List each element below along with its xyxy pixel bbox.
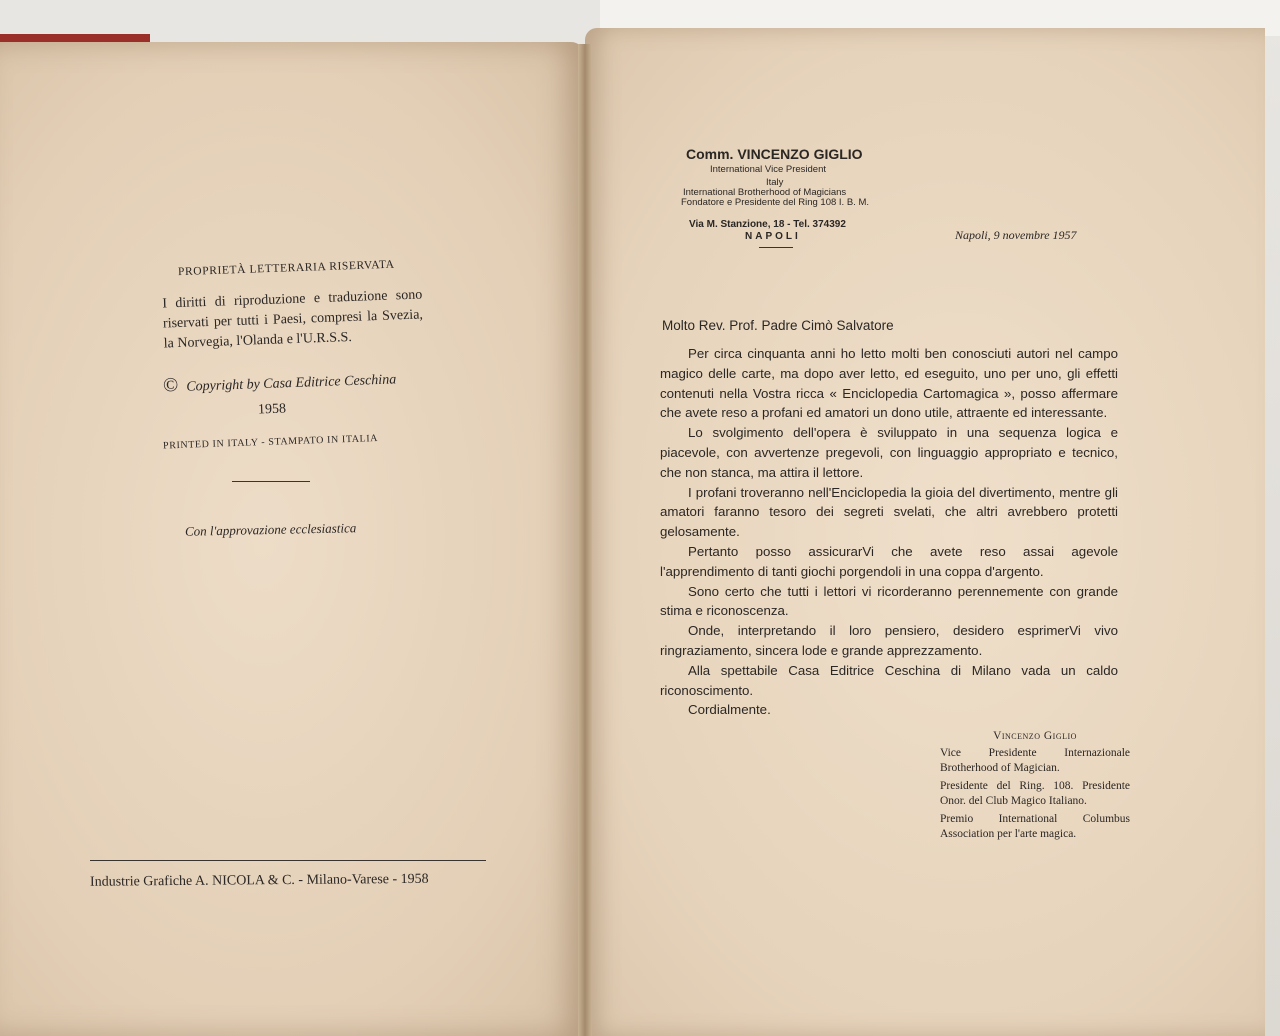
signature-title: Premio International Columbus Association per l'arte magica. bbox=[940, 813, 1130, 840]
printed-in-italy: PRINTED IN ITALY - STAMPATO IN ITALIA bbox=[162, 433, 379, 452]
paragraph: Cordialmente. bbox=[688, 702, 771, 718]
paragraph: I profani troveranno nell'Enciclopedia la gioia del divertimento, mentre gli amatori faranno tesoro dei segreti svelati, che altri avrebbero protetti gelosamente. bbox=[660, 484, 1118, 540]
copyright-year: 1958 bbox=[257, 401, 287, 418]
ecclesiastical-approval: Con l'approvazione ecclesiastica bbox=[184, 520, 357, 539]
letterhead-line: International Brotherhood of Magicians bbox=[683, 187, 847, 198]
paragraph: Pertanto posso assicurarVi che avete reso assai agevole l'apprendimento di tanti giochi porgendoli in una coppa d'argento. bbox=[660, 543, 1118, 579]
signature-title: Presidente del Ring. 108. Presidente Onor. del Club Magico Italiano. bbox=[940, 780, 1130, 807]
divider bbox=[232, 481, 310, 482]
rights-text: I diritti di riproduzione e traduzione sono riservati per tutti i Paesi, compresi la Svezia, la Norvegia, l'Olanda e l'U.R.S.S. bbox=[162, 287, 424, 352]
salutation: Molto Rev. Prof. Padre Cimò Salvatore bbox=[662, 318, 894, 333]
letterhead-city: NAPOLI bbox=[745, 231, 801, 242]
signature-name: Vincenzo Giglio bbox=[993, 730, 1077, 742]
paragraph: Per circa cinquanta anni ho letto molti ben conosciuti autori nel campo magico delle carte, ma dopo aver letto, ed eseguito, uno per uno, gli effetti contenuti nella Vostra ricca « Enciclopedia Cartomagica », posso affermare che avete reso a profani ed amatori un dono utile, attraente ed interessante. bbox=[660, 346, 1118, 421]
signature-title: Vice Presidente Internazionale Brotherhood of Magician. bbox=[940, 747, 1130, 774]
letter-date: Napoli, 9 novembre 1957 bbox=[955, 228, 1077, 242]
letter-body bbox=[660, 344, 1118, 720]
paragraph: Onde, interpretando il loro pensiero, desidero esprimerVi vivo ringraziamento, sincera lode e grande apprezzamento. bbox=[660, 623, 1118, 658]
printer-line: Industrie Grafiche A. NICOLA & C. - Milano-Varese - 1958 bbox=[89, 871, 429, 890]
letterhead-name: Comm. VINCENZO GIGLIO bbox=[686, 146, 863, 162]
letterhead-line: International Vice President bbox=[710, 164, 827, 175]
letterhead-line: Fondatore e Presidente del Ring 108 I. B. M. bbox=[681, 197, 869, 208]
signature-block bbox=[940, 729, 1130, 845]
paragraph: Alla spettabile Casa Editrice Ceschina di Milano vada un caldo riconoscimento. bbox=[660, 662, 1118, 698]
copyright-text: Copyright by Casa Editrice Ceschina bbox=[186, 372, 397, 395]
letterhead-line: Italy bbox=[766, 177, 784, 188]
letterhead-divider bbox=[759, 247, 793, 248]
paragraph: Sono certo che tutti i lettori vi ricorderanno perennemente con grande stima e riconoscenza. bbox=[660, 583, 1118, 619]
paragraph: Lo svolgimento dell'opera è sviluppato in una sequenza logica e piacevole, con avvertenze pregevoli, con linguaggio appropriato e tecnico, che non stanca, ma attira il lettore. bbox=[660, 425, 1118, 480]
rights-heading: PROPRIETÀ LETTERARIA RISERVATA bbox=[177, 258, 395, 279]
copyright-symbol: © bbox=[162, 374, 179, 397]
letterhead-address: Via M. Stanzione, 18 - Tel. 374392 bbox=[689, 219, 846, 230]
footer-divider bbox=[90, 860, 486, 861]
book-gutter bbox=[578, 44, 592, 1036]
